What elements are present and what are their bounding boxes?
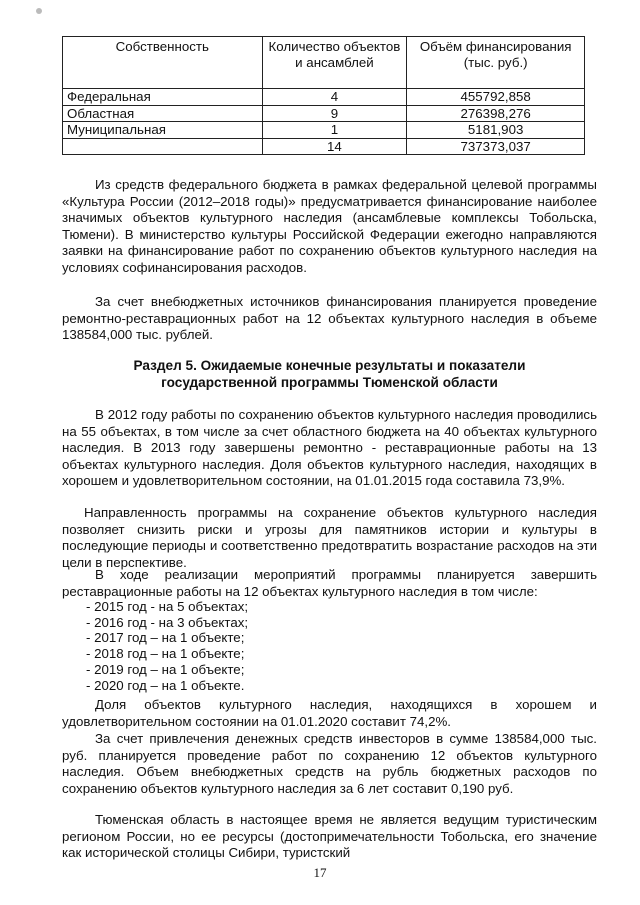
header-financing: Объём финансирования (тыс. руб.) bbox=[407, 37, 585, 89]
page-number: 17 bbox=[313, 865, 327, 880]
header-count: Количество объектов и ансамблей bbox=[262, 37, 407, 89]
paragraph-federal-budget: Из средств федерального бюджета в рамках федеральной целевой программы «Культура России (2012–2018 годы)» предусматривается финансирование наиболее значимых объектов культурного наследия (ансамблевые комплексы Тобольска, Тюмени). В министерство культуры Российской Федерации ежегодно направляются заявки на финансирование работ по сохранению объектов культурного наследия на условиях софинансирования расходов. bbox=[62, 177, 597, 275]
header-ownership: Собственность bbox=[63, 37, 263, 89]
table-row bbox=[63, 89, 585, 106]
paragraph-tourism: Тюменская область в настоящее время не является ведущим туристическим регионом России, но ее ресурсы (достопримечательности Тобольска, его значение как исторической столицы Сибири, туристский bbox=[62, 812, 597, 861]
scan-speck bbox=[36, 8, 42, 14]
paragraph-direction: Направленность программы на сохранение объектов культурного наследия позволяет снизить риски и угрозы для памятников истории и культуры в последующие периоды и соответственно предотвратить возрастание расходов на эти цели в перспективе. bbox=[62, 505, 597, 570]
list-item: - 2015 год - на 5 объектах; bbox=[86, 599, 249, 614]
cell-count-total: 14 bbox=[262, 138, 407, 155]
list-item: - 2017 год – на 1 объекте; bbox=[86, 630, 245, 646]
paragraph-investors: За счет привлечения денежных средств инвесторов в сумме 138584,000 тыс. руб. планируется проведение работ по сохранению 12 объектов культурного наследия. Объем внебюджетных средств на рубль бюджетных расходов по сохранению объектов культурного наследия за 6 лет составит 0,190 руб. bbox=[62, 731, 597, 796]
table-row bbox=[63, 122, 585, 139]
section-heading-line2: государственной программы Тюменской области bbox=[161, 375, 498, 390]
paragraph-works-2012: В 2012 году работы по сохранению объектов культурного наследия проводились на 55 объектах, в том числе за счет областного бюджета на 40 объектах культурного наследия. В 2013 году завершены ремонтно - реставрационные работы на 13 объектах культурного наследия. Доля объектов культурного наследия, находящих в хорошем и удовлетворительном состоянии, на 01.01.2015 года составила 73,9%. bbox=[62, 407, 597, 489]
list-item: - 2018 год – на 1 объекте; bbox=[86, 646, 245, 662]
cell-amount: 455792,858 bbox=[407, 89, 585, 106]
cell-count: 1 bbox=[262, 122, 407, 139]
financing-table bbox=[62, 36, 585, 155]
cell-owner bbox=[63, 138, 263, 155]
cell-amount: 276398,276 bbox=[407, 105, 585, 122]
cell-amount-total: 737373,037 bbox=[407, 138, 585, 155]
section-heading bbox=[62, 357, 597, 391]
section-heading-line1: Раздел 5. Ожидаемые конечные результаты и показатели bbox=[133, 358, 526, 373]
paragraph-extrabudget: За счет внебюджетных источников финансирования планируется проведение ремонтно-реставрационных работ на 12 объектах культурного наследия в объеме 138584,000 тыс. рублей. bbox=[62, 294, 597, 343]
paragraph-plan: В ходе реализации мероприятий программы планируется завершить реставрационные работы на 12 объектах культурного наследия в том числе: bbox=[62, 567, 597, 599]
year-list bbox=[86, 599, 248, 693]
cell-owner: Областная bbox=[63, 105, 263, 122]
cell-amount: 5181,903 bbox=[407, 122, 585, 139]
cell-count: 9 bbox=[262, 105, 407, 122]
list-item: - 2016 год - на 3 объектах; bbox=[86, 614, 249, 630]
cell-count: 4 bbox=[262, 89, 407, 106]
table-row bbox=[63, 105, 585, 122]
table-total-row bbox=[63, 138, 585, 155]
paragraph-share-2020: Доля объектов культурного наследия, находящихся в хорошем и удовлетворительном состоянии на 01.01.2020 составит 74,2%. bbox=[62, 697, 597, 729]
table-header-row bbox=[63, 37, 585, 89]
list-item: - 2019 год – на 1 объекте; bbox=[86, 661, 245, 677]
cell-owner: Муниципальная bbox=[63, 122, 263, 139]
list-item: - 2020 год – на 1 объекте. bbox=[86, 677, 245, 693]
cell-owner: Федеральная bbox=[63, 89, 263, 106]
